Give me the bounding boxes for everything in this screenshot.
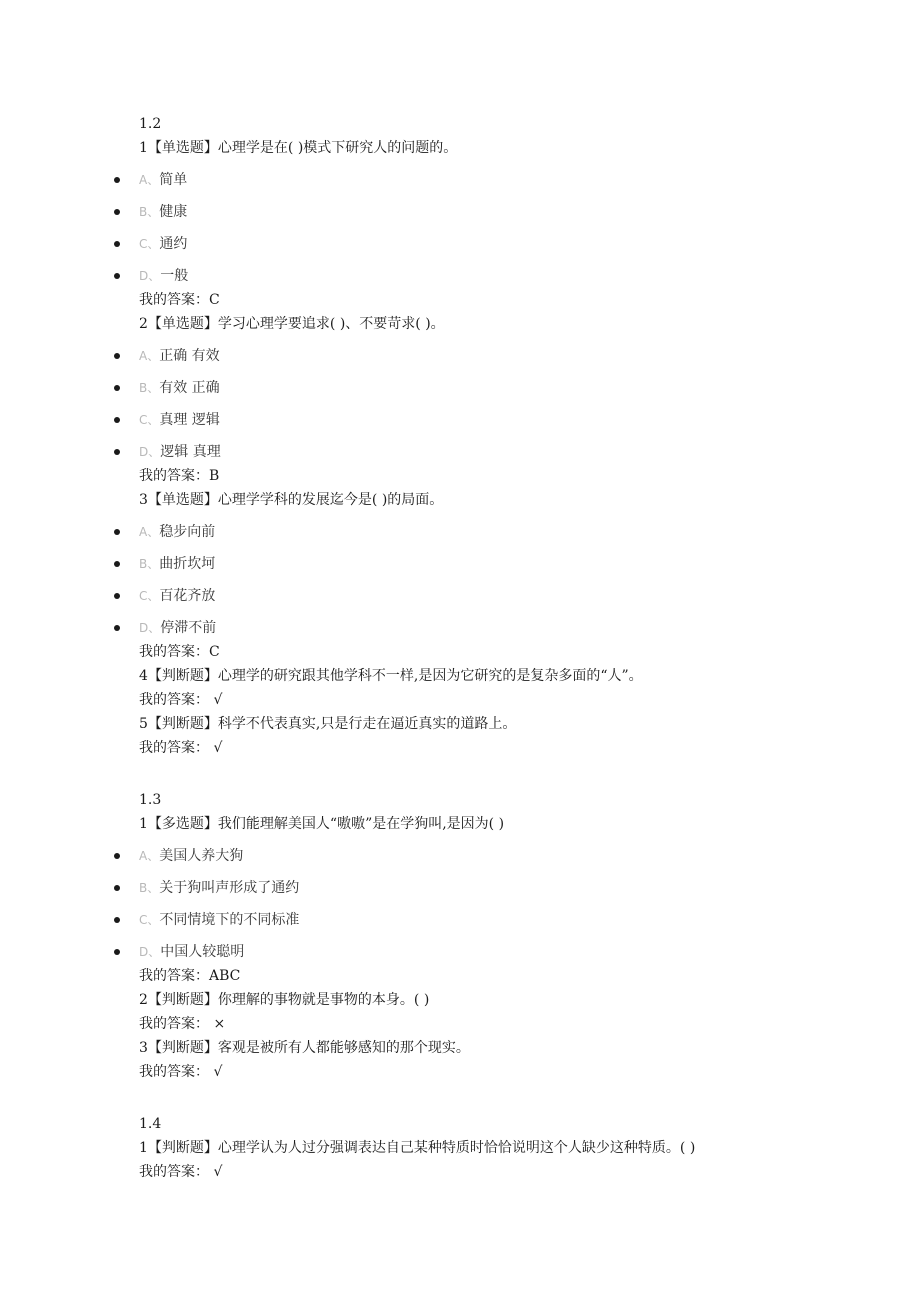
- section-heading: 1.2: [139, 116, 162, 132]
- option-letter: B、: [139, 557, 160, 571]
- option-item: [0, 344, 920, 368]
- option-item: [0, 552, 920, 576]
- option-letter: A、: [139, 849, 160, 863]
- option-text: 一般: [160, 268, 189, 284]
- option-list: [0, 344, 920, 464]
- option-item: [0, 376, 920, 400]
- option-letter: B、: [139, 881, 160, 895]
- option-letter: B、: [139, 205, 160, 219]
- option-letter: C、: [139, 413, 160, 427]
- option-text: 曲折坎坷: [159, 556, 216, 572]
- bullet-icon: [114, 853, 120, 859]
- option-item: [0, 908, 920, 932]
- question-block: [0, 1036, 920, 1084]
- option-letter: A、: [139, 525, 160, 539]
- bullet-icon: [114, 885, 120, 891]
- option-letter: D、: [139, 269, 161, 283]
- question-block: [0, 712, 920, 760]
- section-heading: 1.3: [139, 792, 162, 808]
- section-heading: 1.4: [139, 1116, 162, 1132]
- question-text: 5【判断题】科学不代表真实,只是行走在逼近真实的道路上。: [139, 716, 517, 732]
- my-answer: 我的答案：B: [139, 468, 220, 484]
- my-answer: 我的答案：C: [139, 292, 220, 308]
- option-letter: D、: [139, 621, 161, 635]
- option-text: 有效 正确: [159, 380, 220, 396]
- option-text: 关于狗叫声形成了通约: [159, 880, 300, 896]
- question-block: [0, 812, 920, 988]
- option-letter: D、: [139, 945, 161, 959]
- my-answer: 我的答案： √: [139, 692, 223, 708]
- question-text: 4【判断题】心理学的研究跟其他学科不一样,是因为它研究的是复杂多面的“人”。: [139, 668, 643, 684]
- question-block: [0, 1136, 920, 1184]
- question-text: 1【单选题】心理学是在( )模式下研究人的问题的。: [139, 140, 458, 156]
- option-item: [0, 408, 920, 432]
- bullet-icon: [114, 177, 120, 183]
- my-answer: 我的答案：ABC: [139, 968, 241, 984]
- option-list: [0, 844, 920, 964]
- option-letter: A、: [139, 349, 160, 363]
- option-text: 美国人养大狗: [159, 848, 244, 864]
- bullet-icon: [114, 273, 120, 279]
- option-item: [0, 440, 920, 464]
- option-list: [0, 168, 920, 288]
- option-item: [0, 200, 920, 224]
- option-item: [0, 940, 920, 964]
- option-item: [0, 616, 920, 640]
- bullet-icon: [114, 561, 120, 567]
- question-text: 1【判断题】心理学认为人过分强调表达自己某种特质时恰恰说明这个人缺少这种特质。( ): [139, 1140, 696, 1156]
- my-answer: 我的答案： √: [139, 740, 223, 756]
- option-item: [0, 168, 920, 192]
- option-text: 正确 有效: [159, 348, 220, 364]
- question-block: [0, 488, 920, 664]
- option-item: [0, 264, 920, 288]
- option-text: 百花齐放: [159, 588, 216, 604]
- bullet-icon: [114, 449, 120, 455]
- option-letter: B、: [139, 381, 160, 395]
- question-block: [0, 312, 920, 488]
- option-text: 逻辑 真理: [160, 444, 221, 460]
- option-item: [0, 232, 920, 256]
- question-block: [0, 988, 920, 1036]
- question-text: 2【单选题】学习心理学要追求( )、不要苛求( )。: [139, 316, 445, 332]
- bullet-icon: [114, 385, 120, 391]
- bullet-icon: [114, 949, 120, 955]
- my-answer: 我的答案： ×: [139, 1016, 226, 1032]
- question-text: 3【判断题】客观是被所有人都能够感知的那个现实。: [139, 1040, 470, 1056]
- option-text: 健康: [159, 204, 188, 220]
- option-letter: C、: [139, 913, 160, 927]
- bullet-icon: [114, 417, 120, 423]
- option-letter: C、: [139, 237, 160, 251]
- option-item: [0, 520, 920, 544]
- option-text: 中国人较聪明: [160, 944, 245, 960]
- section-1-2: [0, 112, 920, 760]
- section-1-3: [0, 788, 920, 1084]
- my-answer: 我的答案： √: [139, 1064, 223, 1080]
- question-block: [0, 136, 920, 312]
- bullet-icon: [114, 529, 120, 535]
- bullet-icon: [114, 241, 120, 247]
- question-block: [0, 664, 920, 712]
- option-letter: D、: [139, 445, 161, 459]
- bullet-icon: [114, 593, 120, 599]
- option-text: 简单: [159, 172, 188, 188]
- option-letter: A、: [139, 173, 160, 187]
- option-item: [0, 844, 920, 868]
- my-answer: 我的答案：C: [139, 644, 220, 660]
- document-body: [0, 112, 920, 1212]
- option-text: 通约: [159, 236, 188, 252]
- section-1-4: [0, 1112, 920, 1184]
- option-text: 真理 逻辑: [159, 412, 220, 428]
- option-text: 稳步向前: [159, 524, 216, 540]
- bullet-icon: [114, 917, 120, 923]
- question-text: 3【单选题】心理学学科的发展迄今是( )的局面。: [139, 492, 444, 508]
- option-text: 不同情境下的不同标准: [159, 912, 300, 928]
- question-text: 2【判断题】你理解的事物就是事物的本身。( ): [139, 992, 430, 1008]
- option-text: 停滞不前: [160, 620, 217, 636]
- option-item: [0, 876, 920, 900]
- option-item: [0, 584, 920, 608]
- option-list: [0, 520, 920, 640]
- bullet-icon: [114, 209, 120, 215]
- bullet-icon: [114, 625, 120, 631]
- bullet-icon: [114, 353, 120, 359]
- question-text: 1【多选题】我们能理解美国人“嗷嗷”是在学狗叫,是因为( ): [139, 816, 505, 832]
- option-letter: C、: [139, 589, 160, 603]
- my-answer: 我的答案： √: [139, 1164, 223, 1180]
